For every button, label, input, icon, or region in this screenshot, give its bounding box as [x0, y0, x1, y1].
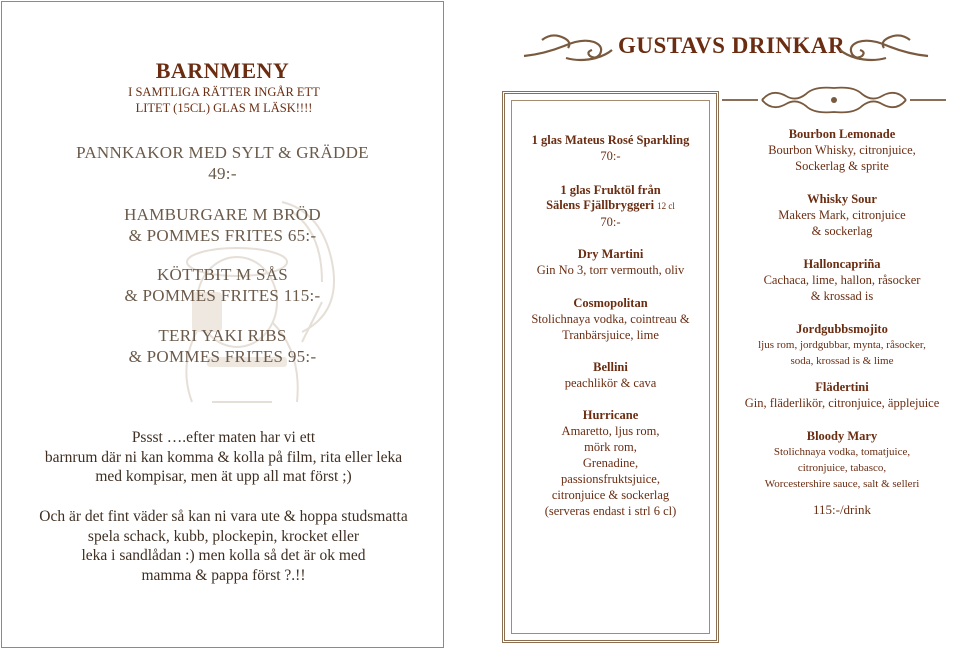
drink-price-all: 115:-/drink — [812, 502, 871, 517]
drink-desc: & sockerlag — [811, 224, 873, 238]
kids-item-name: TERI YAKI RIBS — [158, 326, 287, 345]
drink-name: Bellini — [593, 360, 628, 374]
drink-item — [505, 247, 716, 278]
drink-price: 70:- — [600, 215, 621, 229]
drink-name: Whisky Sour — [807, 192, 877, 206]
info-line: barnrum där ni kan komma & kolla på film, rita eller leka — [44, 448, 403, 466]
kids-info-paragraph — [6, 428, 441, 487]
drink-name: Bourbon Lemonade — [788, 127, 896, 141]
drink-name-line2 — [505, 198, 716, 214]
drink-item — [505, 296, 716, 343]
drink-name: Cosmopolitan — [573, 296, 648, 310]
drink-desc: Bourbon Whisky, citronjuice, — [768, 143, 916, 157]
kids-menu-subtitle-line: I SAMTLIGA RÄTTER INGÅR ETT — [128, 85, 320, 99]
kids-menu-item — [2, 143, 443, 183]
drink-name: Flädertini — [815, 380, 869, 394]
volume-label: 12 cl — [657, 201, 675, 211]
drink-item — [505, 183, 716, 230]
drink-desc: peachlikör & cava — [564, 376, 657, 390]
drink-desc: Cachaca, lime, hallon, råsocker — [763, 273, 921, 287]
kids-item-price: & POMMES FRITES 115:- — [124, 286, 321, 305]
kids-item-price: & POMMES FRITES 65:- — [128, 226, 317, 245]
drink-item — [728, 257, 956, 304]
drink-desc: Gin, fläderlikör, citronjuice, äpplejuice — [744, 396, 940, 410]
kids-item-name: HAMBURGARE M BRÖD — [124, 205, 321, 224]
drink-item — [728, 192, 956, 239]
kids-menu-item — [2, 205, 443, 245]
drink-desc: soda, krossad is & lime — [790, 355, 894, 367]
drink-item — [505, 408, 716, 519]
drink-name: 1 glas Mateus Rosé Sparkling — [531, 133, 690, 147]
drinks-column-left — [505, 0, 716, 653]
info-line: spela schack, kubb, plockepin, krocket eller — [87, 527, 360, 545]
drink-desc: Amaretto, ljus rom, — [561, 424, 660, 438]
drink-name: Hurricane — [582, 408, 639, 422]
kids-menu-subtitle — [106, 84, 342, 116]
drinks-menu-title: GUSTAVS DRINKAR — [618, 33, 846, 58]
drinks-column-right — [728, 0, 956, 653]
drink-name: Jordgubbsmojito — [796, 322, 888, 336]
info-line: mamma & pappa först ?.!! — [141, 566, 306, 584]
drink-item — [728, 322, 956, 369]
drink-desc: Worcestershire sauce, salt & selleri — [764, 478, 920, 490]
drink-item — [728, 429, 956, 492]
drink-desc: Stolichnaya vodka, cointreau & — [531, 312, 690, 326]
drink-desc: mörk rom, — [584, 440, 637, 454]
drink-desc: Tranbärsjuice, lime — [562, 328, 659, 342]
drink-desc: passionsfruktsjuice, — [561, 472, 660, 486]
kids-menu-panel — [1, 1, 444, 648]
kids-item-price: 49:- — [208, 164, 237, 183]
drink-desc: citronjuice & sockerlag — [551, 488, 670, 502]
drink-desc: citronjuice, tabasco, — [797, 462, 887, 474]
info-line: med kompisar, men ät upp all mat först ;) — [95, 468, 352, 485]
info-line: Pssst ….efter maten har vi ett — [131, 429, 316, 446]
drink-name: Dry Martini — [577, 247, 644, 261]
kids-menu-item — [2, 326, 443, 366]
kids-item-name: KÖTTBIT M SÅS — [156, 265, 289, 284]
brewery-name: Sälens Fjällbryggeri — [546, 198, 655, 212]
drink-desc: ljus rom, jordgubbar, mynta, råsocker, — [758, 339, 926, 351]
drink-item — [728, 127, 956, 174]
kids-item-price: & POMMES FRITES 95:- — [128, 347, 317, 366]
kids-outdoor-paragraph — [6, 507, 441, 585]
drink-desc: (serveras endast i strl 6 cl) — [544, 504, 677, 518]
drink-name: 1 glas Fruktöl från — [560, 183, 661, 197]
drink-desc: Makers Mark, citronjuice — [778, 208, 906, 222]
drink-desc: Gin No 3, torr vermouth, oliv — [536, 263, 685, 277]
kids-menu-title: BARNMENY — [155, 58, 290, 83]
kids-menu-item — [2, 265, 443, 305]
drink-item — [505, 133, 716, 164]
drink-desc: Grenadine, — [582, 456, 639, 470]
info-line: leka i sandlådan :) men kolla så det är ok med — [81, 547, 366, 564]
drink-desc: & krossad is — [810, 289, 874, 303]
drink-item — [505, 360, 716, 391]
kids-menu-subtitle-line: LITET (15CL) GLAS M LÄSK!!!! — [135, 101, 313, 115]
kids-item-name: PANNKAKOR MED SYLT & GRÄDDE — [76, 143, 369, 162]
drink-name: Halloncapriña — [803, 257, 881, 271]
drink-item — [728, 380, 956, 411]
drink-desc: Sockerlag & sprite — [795, 159, 889, 173]
drink-name: Bloody Mary — [806, 429, 878, 443]
drink-price: 70:- — [600, 149, 621, 163]
info-line: Och är det fint väder så kan ni vara ute & hoppa studsmatta — [39, 508, 408, 525]
drink-desc: Stolichnaya vodka, tomatjuice, — [773, 446, 911, 458]
